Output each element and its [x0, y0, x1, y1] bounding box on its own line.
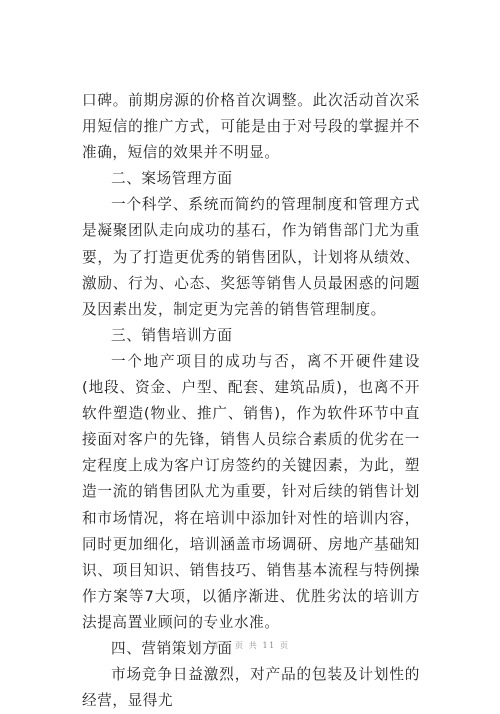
paragraph-intro-continuation: 口碑。前期房源的价格首次调整。此次活动首次采用短信的推广方式，可能是由于对号段的掌握并不准确，短信的效果并不明显。: [82, 92, 420, 162]
paragraph-marketing-planning: 市场竞争日益激烈，对产品的包装及计划性的经营，显得尤: [82, 666, 420, 710]
paragraph-sales-training: 一个地产项目的成功与否，离不开硬件建设(地段、资金、户型、配套、建筑品质)，也离不开软件塑造(物业、推广、销售)，作为软件环节中直接面对客户的先锋，销售人员综合素质的优劣在一定程度上成为客户订房签约的关键因素，为此，塑造一流的销售团队尤为重要，针对后续的销售计划和市场情况，将在培训中添加针对性的培训内容，同时更加细化，培训涵盖市场调研、房地产基础知识、项目知识、销售技巧、销售基本流程与特例操作方案等7大项，以循序渐进、优胜劣汰的培训方法提高置业顾问的专业水准。: [82, 352, 420, 631]
document-body: [82, 88, 420, 714]
section-heading-case-management: 二、案场管理方面: [111, 170, 233, 188]
section-heading-sales-training: 三、销售培训方面: [111, 326, 233, 344]
paragraph-case-management: 一个科学、系统而简约的管理制度和管理方式是凝聚团队走向成功的基石，作为销售部门尤为重要，为了打造更优秀的销售团队，计划将从绩效、激励、行为、心态、奖惩等销售人员最困惑的问题及因素出发，制定更为完善的销售管理制度。: [82, 196, 420, 318]
page-number-footer: 第 2 页 共 11 页: [210, 641, 290, 650]
section-heading-marketing-planning: 四、营销策划方面: [111, 639, 233, 657]
